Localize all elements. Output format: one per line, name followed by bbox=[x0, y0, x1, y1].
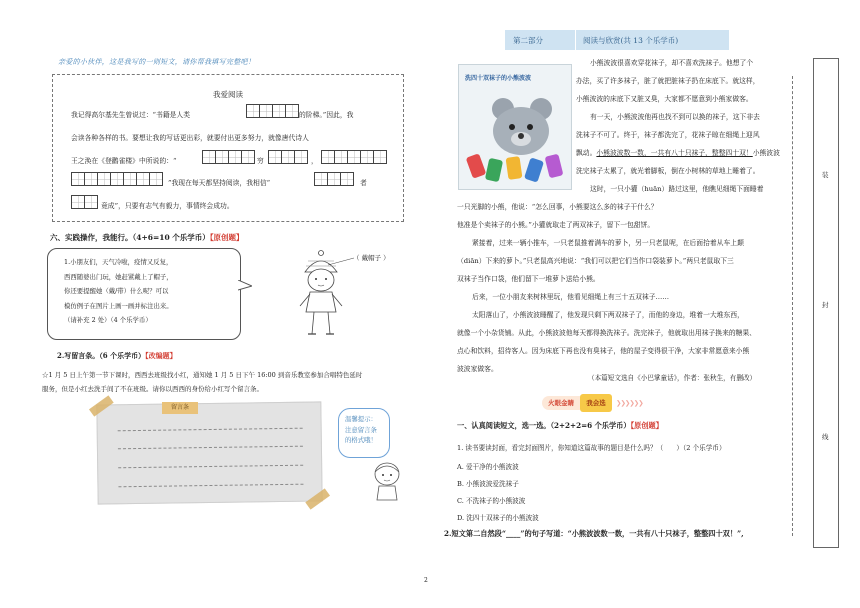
tip-line: 的格式哦！ bbox=[345, 436, 377, 444]
story-p3-line3: 他准是个卖袜子的小熊。”小獾就取走了两双袜子，留下一包甜饼。 bbox=[457, 221, 655, 229]
essay-line-1a: 我记得高尔基先生曾说过：“书籍是人类 bbox=[71, 111, 191, 119]
original-tag: 【原创题】 bbox=[630, 421, 663, 430]
essay-line-4a: ”我现在每天都坚持阅读，我相信“ bbox=[168, 179, 271, 187]
bubble-line: 1.小朋友们，天气冷啦，疫情又反复， bbox=[64, 258, 173, 266]
practice-heading bbox=[50, 232, 244, 243]
note-card[interactable] bbox=[96, 401, 322, 504]
blank-grid-3[interactable] bbox=[268, 150, 307, 164]
note-body-1: 1 月 5 日上午第一节下课时，西西去班级找小红，通知她 1 月 5 日下午 16:00 到音乐教室参加合唱特色延时 bbox=[48, 371, 363, 379]
story-p5-line1: 后来，一位小朋友来树林里玩，他看见细绳上有三十五双袜子…… bbox=[472, 293, 670, 301]
intro-text: 亲爱的小伙伴，这是我写的一则短文，请你帮我填写完整吧！ bbox=[58, 58, 256, 66]
q2-right: 2.短文第二自然段“____”的句子写道：“小熊波波数一数，一共有八十只袜子，整整四十双！”, bbox=[444, 529, 744, 538]
chevrons-icon: ❯❯❯❯❯❯ bbox=[616, 399, 643, 407]
essay-char-qiong: 穷 bbox=[257, 157, 264, 165]
bear-illustration bbox=[463, 87, 569, 187]
essay-title: 我爱阅读 bbox=[213, 90, 243, 99]
story-source: （本篇短文选自《小巴掌童话》，作者：张秋生，有删改） bbox=[588, 374, 757, 382]
story-p3-line1: 这时，一只小獾（huān）路过这里，他瞧见细绳下面睡着 bbox=[590, 185, 764, 193]
option-a[interactable]: A. 爱干净的小熊波波 bbox=[457, 463, 519, 471]
binding-char: 装 bbox=[822, 171, 829, 179]
tip-line: 温馨提示： bbox=[345, 415, 377, 423]
hat-label: （ 戴帽子 ） bbox=[353, 254, 390, 262]
bubble-line: （请补充 2 处）（4 个乐学币） bbox=[64, 316, 152, 324]
option-c[interactable]: C. 不洗袜子的小熊波波 bbox=[457, 497, 526, 505]
story-p1-line2: 办法，买了许多袜子，脏了就把脏袜子扔在床底下。就这样， bbox=[576, 77, 760, 85]
part-title: 阅读与欣赏(共 13 个乐学币) bbox=[583, 36, 679, 45]
bubble-line: 模仿例子在图片上画一画并标注出来。 bbox=[64, 301, 173, 310]
story-p6-line2: 就像一个小杂货铺。从此，小熊波波他每天都得换洗袜子。洗完袜子，他就取出用袜子换来的糖果、 bbox=[457, 329, 757, 337]
banner-label-a: 火眼金睛 bbox=[542, 396, 580, 410]
hat-pointer bbox=[328, 256, 354, 266]
essay-line-1b: 的阶梯。”因此，我 bbox=[299, 111, 354, 119]
story-p1-line3: 小熊波波的床底下又脏又臭，大家都不愿意到小熊家做客。 bbox=[576, 95, 753, 103]
essay-comma: ， bbox=[311, 157, 318, 165]
story-p2-line1: 有一天，小熊波波他再也找不到可以换的袜子，这下非去 bbox=[590, 113, 760, 121]
banner-label-b: 我会选 bbox=[580, 394, 612, 412]
part-label: 第二部分 bbox=[513, 36, 543, 45]
page-number: 2 bbox=[424, 577, 428, 584]
essay-char-zhe: 者 bbox=[360, 179, 367, 187]
story-p4-line3: 双袜子当作口袋，他们留下一堆萝卜送给小熊。 bbox=[457, 275, 600, 283]
part-header bbox=[505, 30, 729, 50]
tip-line: 注意留言条 bbox=[345, 425, 377, 434]
blank-grid-7[interactable] bbox=[71, 195, 97, 209]
story-p1-line1: 小熊波波很喜欢穿花袜子，却不喜欢洗袜子。他想了个 bbox=[590, 59, 754, 67]
book-title: 洗四十双袜子的小熊波波 bbox=[465, 75, 532, 82]
option-b[interactable]: B. 小熊波波爱洗袜子 bbox=[457, 480, 519, 488]
essay-box bbox=[52, 74, 404, 222]
story-p4-line2: （diān）下来的萝卜。”只老鼠高兴地说：“我们可以把它们当作口袋装萝卜。”两只老鼠取下三 bbox=[457, 257, 734, 265]
story-p4-line1: 紧接着，过来一辆小推车，一只老鼠推着满车的萝卜，另一只老鼠呢，在后面拾着从车上颠 bbox=[472, 239, 744, 247]
bubble-line: 你还要提醒她（戴/带）什么呢？可以 bbox=[64, 287, 169, 295]
note-body-2: 服务，但是小红去洗手间了不在班级。请你以西西的身份给小红写个留言条。 bbox=[42, 385, 263, 393]
note-heading-text: 2.写留言条。（6 个乐学币） bbox=[57, 351, 146, 360]
essay-line-5: 竟成”，只要有志气有毅力，事情终会成功。 bbox=[101, 202, 234, 210]
story-p6-line1: 太阳落山了，小熊波波睡醒了，他发现只剩下两双袜子了，而他的身边，堆着一大堆东西， bbox=[472, 311, 744, 319]
story-p3-line2: 一只光脚的小熊，他说：“怎么回事，小熊要这么多的袜子干什么？ bbox=[457, 203, 658, 211]
note-instructions bbox=[42, 368, 407, 396]
story-p2-line3 bbox=[576, 144, 780, 163]
binding-char: 封 bbox=[822, 301, 829, 309]
note-heading bbox=[57, 351, 177, 361]
blank-grid-4[interactable] bbox=[321, 150, 386, 164]
q1-heading bbox=[457, 421, 663, 431]
target-sentence: 小熊波波数一数，一共有八十只袜子，整整四十双！ bbox=[596, 149, 753, 157]
star-icon: ☆ bbox=[42, 371, 49, 379]
task-bubble bbox=[47, 248, 241, 340]
blank-grid-1[interactable] bbox=[246, 104, 298, 118]
blank-grid-2[interactable] bbox=[202, 150, 254, 164]
tip-bubble bbox=[338, 408, 390, 458]
bubble-tail bbox=[238, 280, 252, 292]
bubble-line: 西西随婆出门玩，她赶紧戴上了帽子， bbox=[64, 272, 173, 281]
book-cover-image bbox=[458, 64, 572, 190]
blank-grid-6[interactable] bbox=[314, 172, 353, 186]
option-d[interactable]: D. 洗四十双袜子的小熊波波 bbox=[457, 514, 539, 522]
story-p6-line4: 波波家做客。 bbox=[457, 365, 498, 373]
q1-sub: 1. 读书要读封面，看完封面图片，你知道这篇故事的题目是什么吗？（ ）（2 个乐学币） bbox=[457, 444, 726, 452]
story-word: 飘动。 bbox=[576, 149, 597, 157]
story-p2-line2: 洗袜子不可了。终于，袜子都洗完了，花袜子晾在细绳上迎风 bbox=[576, 131, 760, 139]
small-girl-illustration bbox=[367, 460, 407, 502]
essay-line-3a: 王之涣在《登鹳雀楼》中所说的：“ bbox=[71, 157, 177, 165]
essay-line-2: 会读各种各样的书。要想让我的写话更出彩，就要付出更多努力，就像唐代诗人 bbox=[71, 134, 309, 142]
practice-heading-text: 六、实践操作，我能行。（4+6=10 个乐学币） bbox=[50, 233, 210, 242]
q1-heading-text: 一、认真阅读短文，选一选。（2+2+2=6 个乐学币） bbox=[457, 421, 631, 430]
story-word: 小熊波波 bbox=[752, 149, 780, 157]
adapted-tag: 【改编题】 bbox=[145, 351, 177, 360]
story-p6-line3: 点心和饮料，招待客人。因为床底下再也没有臭袜子，他的屋子变得很干净，大家非常愿意来小熊 bbox=[457, 347, 750, 355]
original-tag: 【原创题】 bbox=[209, 233, 244, 242]
blank-grid-5[interactable] bbox=[71, 172, 162, 186]
note-card-title: 留言条 bbox=[162, 402, 198, 414]
binding-dashed-line bbox=[792, 76, 793, 536]
binding-char: 线 bbox=[822, 433, 829, 441]
story-p2-line4: 洗完袜子太累了，就光着脚板，倒在小树林的草地上睡着了。 bbox=[576, 167, 760, 175]
